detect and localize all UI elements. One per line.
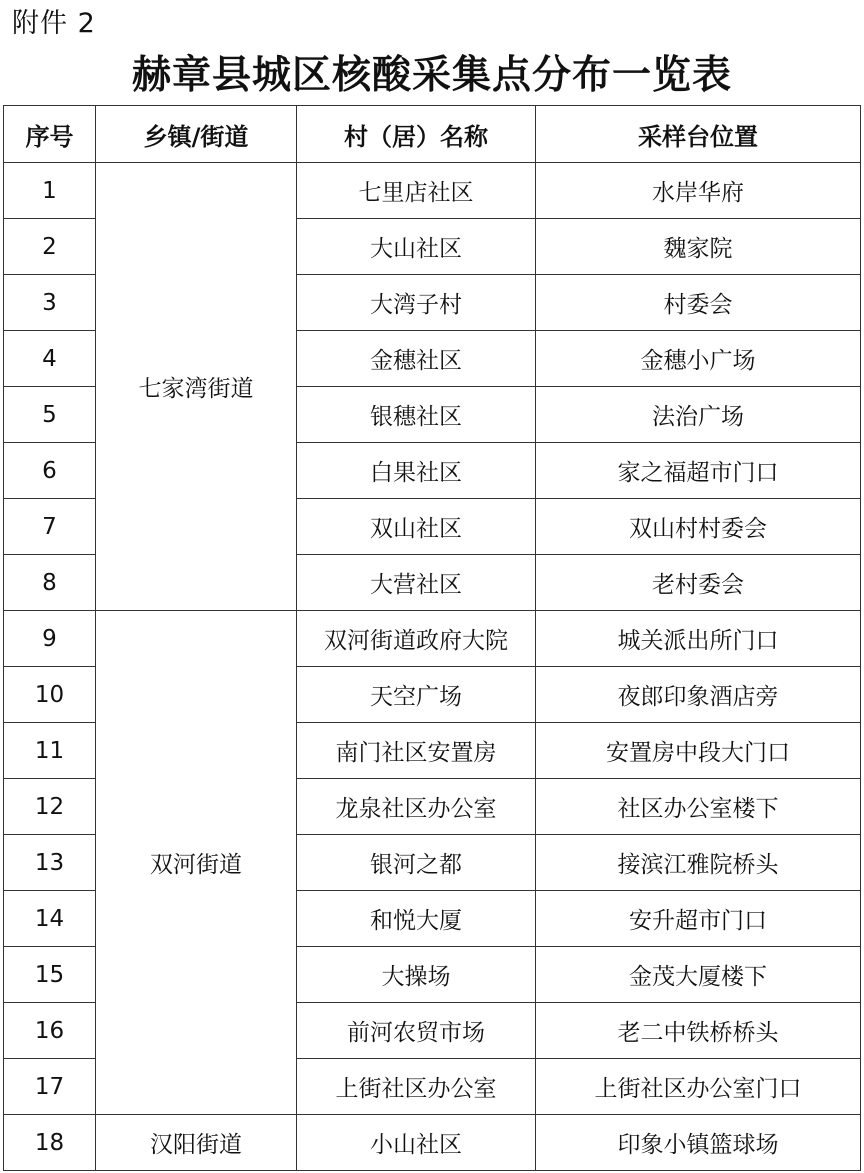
town-cell: 双河街道 (96, 611, 297, 1115)
site-cell: 印象小镇篮球场 (536, 1115, 861, 1171)
seq-cell: 10 (4, 667, 96, 723)
seq-cell: 8 (4, 555, 96, 611)
site-cell: 法治广场 (536, 387, 861, 443)
seq-cell: 12 (4, 779, 96, 835)
header-seq: 序号 (4, 106, 96, 163)
table-row (4, 611, 861, 667)
header-site: 采样台位置 (536, 106, 861, 163)
seq-cell: 3 (4, 275, 96, 331)
village-cell: 和悦大厦 (297, 891, 536, 947)
village-cell: 银穗社区 (297, 387, 536, 443)
seq-cell: 4 (4, 331, 96, 387)
village-cell: 金穗社区 (297, 331, 536, 387)
village-cell: 大山社区 (297, 219, 536, 275)
village-cell: 银河之都 (297, 835, 536, 891)
village-cell: 双河街道政府大院 (297, 611, 536, 667)
site-cell: 城关派出所门口 (536, 611, 861, 667)
town-cell: 七家湾街道 (96, 163, 297, 611)
village-cell: 大营社区 (297, 555, 536, 611)
village-cell: 天空广场 (297, 667, 536, 723)
attachment-label: 附件 2 (12, 8, 96, 39)
site-cell: 家之福超市门口 (536, 443, 861, 499)
seq-cell: 15 (4, 947, 96, 1003)
seq-cell: 18 (4, 1115, 96, 1171)
table-body (4, 163, 861, 1171)
village-cell: 七里店社区 (297, 163, 536, 219)
site-cell: 水岸华府 (536, 163, 861, 219)
header-town: 乡镇/街道 (96, 106, 297, 163)
village-cell: 龙泉社区办公室 (297, 779, 536, 835)
seq-cell: 7 (4, 499, 96, 555)
site-cell: 双山村村委会 (536, 499, 861, 555)
seq-cell: 13 (4, 835, 96, 891)
site-cell: 上街社区办公室门口 (536, 1059, 861, 1115)
seq-cell: 9 (4, 611, 96, 667)
seq-cell: 5 (4, 387, 96, 443)
site-cell: 安置房中段大门口 (536, 723, 861, 779)
site-cell: 金茂大厦楼下 (536, 947, 861, 1003)
site-cell: 魏家院 (536, 219, 861, 275)
seq-cell: 16 (4, 1003, 96, 1059)
village-cell: 白果社区 (297, 443, 536, 499)
seq-cell: 17 (4, 1059, 96, 1115)
seq-cell: 6 (4, 443, 96, 499)
village-cell: 小山社区 (297, 1115, 536, 1171)
site-cell: 老二中铁桥桥头 (536, 1003, 861, 1059)
site-cell: 安升超市门口 (536, 891, 861, 947)
collection-sites-table (3, 105, 861, 1171)
site-cell: 社区办公室楼下 (536, 779, 861, 835)
seq-cell: 11 (4, 723, 96, 779)
site-cell: 金穗小广场 (536, 331, 861, 387)
site-cell: 夜郎印象酒店旁 (536, 667, 861, 723)
seq-cell: 1 (4, 163, 96, 219)
village-cell: 双山社区 (297, 499, 536, 555)
site-cell: 接滨江雅院桥头 (536, 835, 861, 891)
village-cell: 南门社区安置房 (297, 723, 536, 779)
site-cell: 老村委会 (536, 555, 861, 611)
seq-cell: 2 (4, 219, 96, 275)
seq-cell: 14 (4, 891, 96, 947)
village-cell: 大湾子村 (297, 275, 536, 331)
site-cell: 村委会 (536, 275, 861, 331)
village-cell: 大操场 (297, 947, 536, 1003)
town-cell: 汉阳街道 (96, 1115, 297, 1171)
village-cell: 前河农贸市场 (297, 1003, 536, 1059)
table-row (4, 163, 861, 219)
document-title: 赫章县城区核酸采集点分布一览表 (131, 53, 732, 98)
village-cell: 上街社区办公室 (297, 1059, 536, 1115)
table-header-row (4, 106, 861, 163)
header-village: 村（居）名称 (297, 106, 536, 163)
table-row (4, 1115, 861, 1171)
